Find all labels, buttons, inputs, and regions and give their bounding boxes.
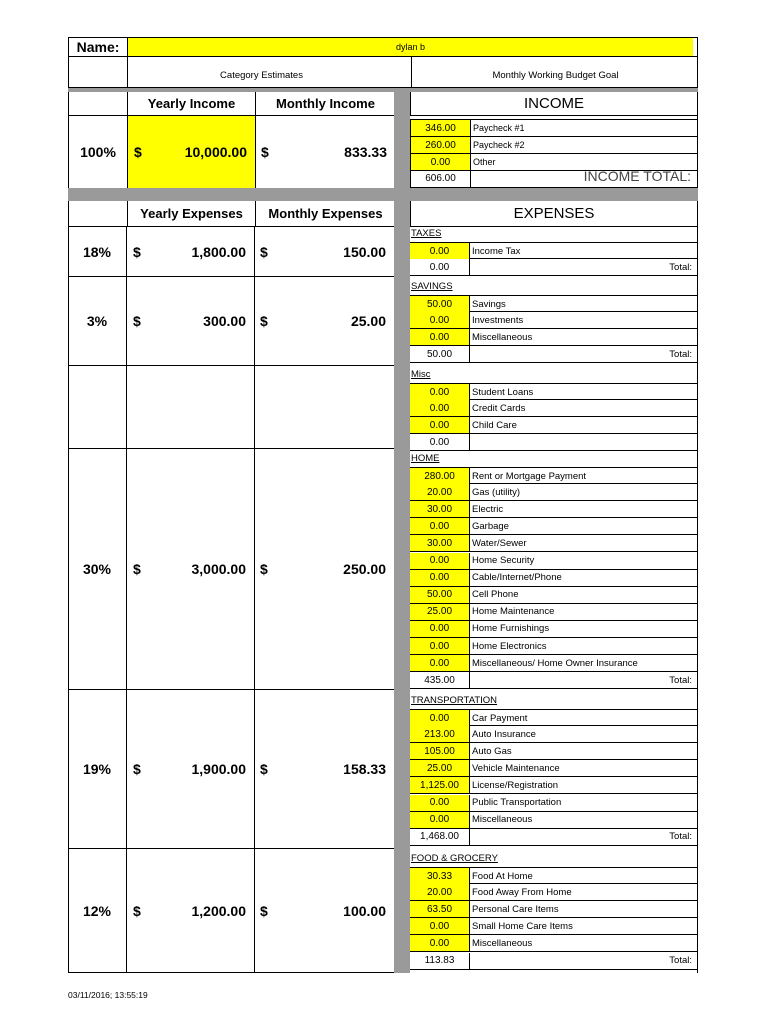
expense-item-label: Gas (utility) <box>472 486 521 498</box>
monthly-expense-cell <box>254 690 394 848</box>
expense-item-label: Savings <box>472 298 506 310</box>
expense-percent: 18% <box>82 243 112 260</box>
yearly-income-value: 10,000.00 <box>184 144 247 160</box>
yearly-expense-value: 300.00 <box>203 313 246 329</box>
expense-item-value[interactable]: 30.00 <box>410 501 470 517</box>
monthly-expense-value: 158.33 <box>343 761 386 777</box>
section-total-label: Total: <box>669 955 692 966</box>
expense-item-value[interactable]: 0.00 <box>410 553 470 569</box>
expense-item-row <box>410 867 698 884</box>
expense-item-row <box>410 901 698 918</box>
yearly-income-header: Yearly Income <box>127 92 255 115</box>
expense-item-value[interactable]: 213.00 <box>410 726 470 742</box>
section-title: HOME <box>411 453 440 464</box>
yearly-expense-value: 1,200.00 <box>191 902 246 919</box>
expense-item-row <box>410 587 698 604</box>
section-total-value: 0.00 <box>410 434 470 450</box>
expense-item-row <box>410 383 698 400</box>
expense-item-value[interactable]: 0.00 <box>410 329 470 345</box>
monthly-expense-value: 150.00 <box>343 243 386 260</box>
expense-item-label: Garbage <box>472 520 509 532</box>
expense-category-block <box>68 366 394 449</box>
section-total-row <box>410 346 698 363</box>
expense-category-block <box>68 277 394 366</box>
expense-category-block <box>68 227 394 277</box>
expense-item-value[interactable]: 0.00 <box>410 795 470 811</box>
income-item-value[interactable]: 346.00 <box>411 120 471 136</box>
expense-item-label: Home Security <box>472 555 535 566</box>
expense-item-value[interactable]: 0.00 <box>410 243 470 259</box>
expense-item-label: Cable/Internet/Phone <box>472 572 562 584</box>
income-item-label: Paycheck #2 <box>473 140 525 150</box>
expense-item-label: Cell Phone <box>472 589 519 601</box>
expense-item-value[interactable]: 20.00 <box>410 484 470 500</box>
yearly-expense-cell <box>126 690 254 848</box>
monthly-expense-value: 250.00 <box>343 561 386 577</box>
expense-item-value[interactable]: 50.00 <box>410 296 470 312</box>
section-total-value: 50.00 <box>410 346 470 362</box>
expense-item-label: Food Away From Home <box>472 886 572 898</box>
expense-item-label: Miscellaneous <box>472 331 533 343</box>
section-total-value: 435.00 <box>410 672 470 688</box>
expense-item-value[interactable]: 0.00 <box>410 417 470 433</box>
expenses-section-title: EXPENSES <box>410 201 698 227</box>
section-total-label: Total: <box>669 831 692 843</box>
income-item-value[interactable]: 0.00 <box>411 154 471 170</box>
expense-percent <box>68 366 126 448</box>
table-right-border <box>697 116 698 188</box>
yearly-income-cell[interactable] <box>127 116 255 188</box>
income-values-row <box>68 116 394 188</box>
monthly-income-header: Monthly Income <box>255 92 395 115</box>
expense-item-row <box>410 935 698 952</box>
expense-percent: 30% <box>82 561 112 577</box>
expense-item-row <box>410 638 698 655</box>
currency-symbol: $ <box>134 144 142 160</box>
currency-symbol: $ <box>260 561 268 577</box>
expense-item-row <box>410 467 698 484</box>
table-left-border <box>68 227 69 973</box>
yearly-expense-cell <box>126 366 254 448</box>
expense-item-row <box>410 570 698 587</box>
section-total-value: 0.00 <box>410 259 470 275</box>
expense-item-label: Personal Care Items <box>472 903 559 915</box>
monthly-expenses-header: Monthly Expenses <box>255 201 395 226</box>
expense-item-row <box>410 726 698 743</box>
currency-symbol: $ <box>133 902 141 919</box>
expense-item-value[interactable]: 63.50 <box>410 901 470 917</box>
separator-bar <box>68 188 698 201</box>
income-total-row <box>410 170 698 188</box>
expense-item-row <box>410 812 698 829</box>
monthly-income-cell <box>255 116 395 188</box>
expense-item-label: Food At Home <box>472 870 533 882</box>
section-title: FOOD & GROCERY <box>411 853 498 864</box>
expense-item-row <box>410 329 698 346</box>
yearly-expense-value: 3,000.00 <box>191 561 246 577</box>
yearly-expense-cell <box>126 227 254 276</box>
expense-item-row <box>410 535 698 552</box>
currency-symbol: $ <box>260 902 268 919</box>
expense-item-value[interactable]: 0.00 <box>410 918 470 934</box>
expense-item-row <box>410 621 698 638</box>
expense-item-label: Auto Gas <box>472 745 512 757</box>
section-total-value: 1,468.00 <box>410 829 470 845</box>
section-title: SAVINGS <box>411 281 453 292</box>
expense-item-value[interactable]: 0.00 <box>410 621 470 637</box>
expense-item-row <box>410 484 698 501</box>
income-header-row <box>68 92 394 116</box>
divider <box>410 116 698 120</box>
expense-percent: 3% <box>86 313 108 329</box>
section-total-label: Total: <box>669 261 692 273</box>
separator-column <box>394 88 410 973</box>
expense-item-value[interactable]: 0.00 <box>410 655 470 671</box>
subheader-row <box>68 57 698 88</box>
expense-item-label: Auto Insurance <box>472 728 536 740</box>
currency-symbol: $ <box>260 761 268 777</box>
currency-symbol: $ <box>133 761 141 777</box>
expense-item-label: Student Loans <box>472 386 534 398</box>
expense-item-value[interactable]: 50.00 <box>410 587 470 603</box>
expense-item-label: Investments <box>472 314 524 326</box>
category-estimates-label: Category Estimates <box>127 57 395 87</box>
section-total-row <box>410 672 698 689</box>
expense-item-row <box>410 655 698 672</box>
currency-symbol: $ <box>133 561 141 577</box>
income-item-label: Paycheck #1 <box>473 123 525 133</box>
expense-item-value[interactable]: 0.00 <box>410 518 470 534</box>
yearly-expense-value: 1,800.00 <box>191 243 246 260</box>
section-total-row <box>410 953 698 970</box>
section-title: TRANSPORTATION <box>411 695 498 706</box>
monthly-expense-cell <box>254 366 394 448</box>
expense-item-label: Water/Sewer <box>472 537 527 549</box>
expense-item-value[interactable]: 280.00 <box>410 468 470 484</box>
expense-item-label: Car Payment <box>472 712 528 724</box>
expense-item-row <box>410 709 698 726</box>
expense-item-label: Vehicle Maintenance <box>472 762 560 774</box>
expense-item-row <box>410 417 698 434</box>
expense-item-label: Home Electronics <box>472 640 547 652</box>
monthly-expense-cell <box>254 449 394 689</box>
expense-item-label: Miscellaneous <box>472 937 533 949</box>
expense-item-value[interactable]: 20.00 <box>410 884 470 900</box>
expense-item-row <box>410 553 698 570</box>
expense-item-value[interactable]: 30.33 <box>410 868 470 884</box>
expense-item-row <box>410 242 698 259</box>
expense-item-value[interactable]: 25.00 <box>410 604 470 620</box>
yearly-expense-cell <box>126 277 254 365</box>
expense-item-label: Home Maintenance <box>472 606 555 618</box>
monthly-expense-cell <box>254 277 394 365</box>
expense-item-label: Electric <box>472 503 504 515</box>
expense-item-row <box>410 795 698 812</box>
expense-header-row <box>68 201 394 227</box>
income-item-row <box>410 137 698 154</box>
expense-item-row <box>410 884 698 901</box>
expense-item-row <box>410 501 698 518</box>
income-total-value: 606.00 <box>411 170 471 187</box>
income-total-label: INCOME TOTAL: <box>583 168 691 184</box>
expense-item-row <box>410 604 698 621</box>
yearly-expense-cell <box>126 449 254 689</box>
section-title: TAXES <box>411 228 442 239</box>
section-total-row <box>410 829 698 846</box>
section-total-row <box>410 259 698 276</box>
currency-symbol: $ <box>260 243 268 260</box>
name-label: Name: <box>76 39 120 55</box>
monthly-income-value: 833.33 <box>344 144 387 160</box>
expense-item-label: Home Furnishings <box>472 623 550 635</box>
expense-category-block <box>68 690 394 849</box>
income-item-value[interactable]: 260.00 <box>411 137 471 153</box>
expense-item-value[interactable]: 0.00 <box>410 935 470 951</box>
expense-item-value[interactable]: 0.00 <box>410 812 470 828</box>
expense-item-row <box>410 760 698 777</box>
expense-item-label: Rent or Mortgage Payment <box>472 470 587 482</box>
income-item-row <box>410 120 698 137</box>
expense-item-row <box>410 918 698 935</box>
section-title: Misc <box>411 369 431 380</box>
expense-item-value[interactable]: 0.00 <box>410 638 470 654</box>
income-section-title: INCOME <box>410 92 698 116</box>
expense-item-value[interactable]: 0.00 <box>410 384 470 400</box>
expense-percent: 19% <box>82 761 112 777</box>
expense-item-row <box>410 312 698 329</box>
currency-symbol: $ <box>133 243 141 260</box>
expense-item-label: Child Care <box>472 419 517 431</box>
section-total-row <box>410 434 698 451</box>
expense-item-row <box>410 518 698 535</box>
yearly-expense-cell <box>126 849 254 972</box>
expense-item-label: Miscellaneous <box>472 814 533 826</box>
expense-item-value[interactable]: 0.00 <box>410 400 470 416</box>
expense-item-value[interactable]: 25.00 <box>410 760 470 776</box>
expense-item-label: Miscellaneous/ Home Owner Insurance <box>472 657 638 669</box>
expense-item-label: Public Transportation <box>472 797 562 808</box>
section-total-value: 113.83 <box>410 953 470 969</box>
currency-symbol: $ <box>133 313 141 329</box>
expense-item-label: License/Registration <box>472 779 559 791</box>
expense-item-label: Small Home Care Items <box>472 920 573 932</box>
expense-item-row <box>410 743 698 760</box>
expense-item-label: Income Tax <box>472 245 521 257</box>
section-total-label: Total: <box>669 348 692 360</box>
footer-timestamp: 03/11/2016; 13:55:19 <box>68 990 148 1000</box>
expense-category-block <box>68 849 394 973</box>
monthly-expense-cell <box>254 849 394 972</box>
expense-item-row <box>410 400 698 417</box>
income-percent: 100% <box>80 144 116 160</box>
expense-item-value[interactable]: 0.00 <box>410 710 470 726</box>
expense-item-row <box>410 295 698 312</box>
expense-category-block <box>68 449 394 690</box>
expense-item-value[interactable]: 30.00 <box>410 535 470 551</box>
expense-item-value[interactable]: 105.00 <box>410 743 470 759</box>
name-row <box>68 37 698 57</box>
yearly-expense-value: 1,900.00 <box>191 761 246 777</box>
monthly-goal-label: Monthly Working Budget Goal <box>411 57 699 87</box>
monthly-expense-value: 100.00 <box>343 902 386 919</box>
currency-symbol: $ <box>261 144 269 160</box>
expense-item-value[interactable]: 0.00 <box>410 570 470 586</box>
monthly-expense-cell <box>254 227 394 276</box>
yearly-expenses-header: Yearly Expenses <box>127 201 255 226</box>
expense-percent: 12% <box>82 902 112 919</box>
name-field[interactable]: dylan b <box>127 38 693 56</box>
expense-item-value[interactable]: 0.00 <box>410 312 470 328</box>
section-total-label: Total: <box>669 674 692 686</box>
expense-item-value[interactable]: 1,125.00 <box>410 777 470 793</box>
income-item-label: Other <box>473 157 496 167</box>
currency-symbol: $ <box>260 313 268 329</box>
monthly-expense-value: 25.00 <box>350 313 386 329</box>
table-right-border <box>697 227 698 973</box>
expense-item-label: Credit Cards <box>472 402 526 414</box>
expense-item-row <box>410 777 698 794</box>
